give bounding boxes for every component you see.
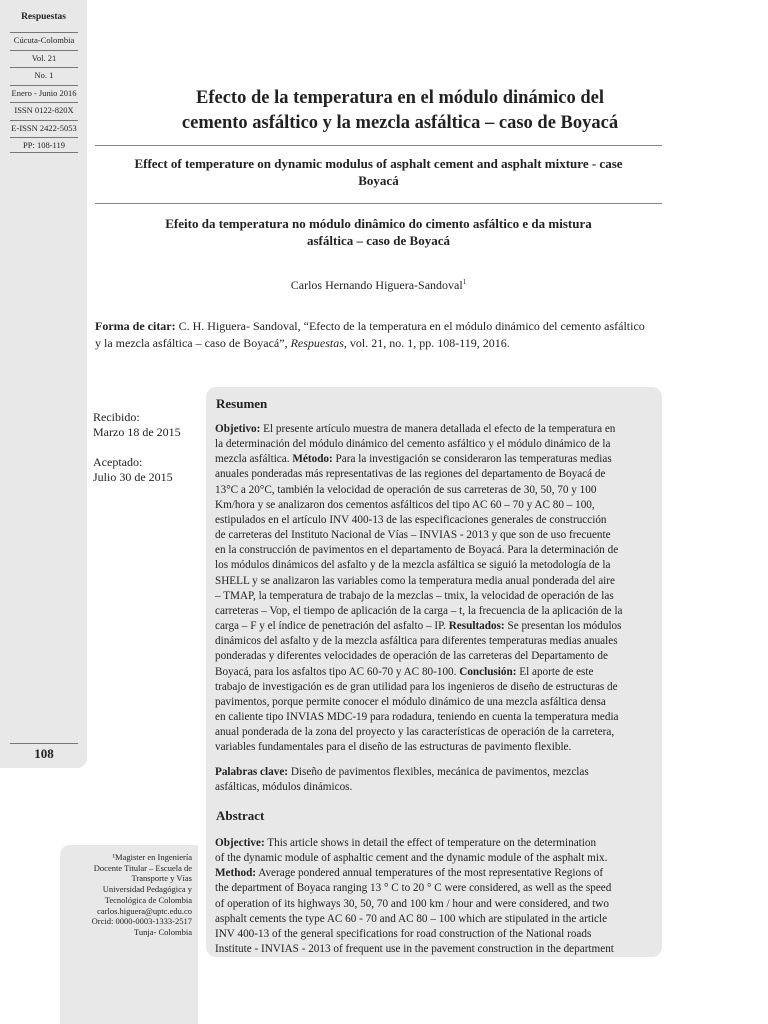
abstract-text — [215, 836, 657, 957]
citation-line: C. H. Higuera- Sandoval, “Efecto de la temperatura en el módulo dinámico del cemento asfáltico — [175, 319, 645, 333]
title-english-line: Boyacá — [358, 173, 399, 188]
text-line: carreteras – Vop, el tiempo de aplicación de la carga – t, la frecuencia de la aplicación de la — [215, 604, 623, 617]
sidebar-pages: PP: 108-119 — [10, 137, 78, 153]
sidebar-period: Enero - Junio 2016 — [10, 85, 78, 98]
text-line: de carreteras del Instituto Nacional de Vías – INVIAS - 2013 y que son de uso frecuente — [215, 529, 611, 542]
text-line: estipulados en el artículo INV 400-13 de las especificaciones generales de construcción — [215, 513, 607, 526]
divider — [95, 145, 662, 146]
received-date: Marzo 18 de 2015 — [93, 425, 181, 439]
title-portuguese-line: asfáltica – caso de Boyacá — [307, 233, 450, 248]
accepted-label: Aceptado: — [93, 455, 143, 469]
divider — [95, 203, 662, 204]
text-line: Objetivo: El presente artículo muestra de manera detallada el efecto de la temperatura en — [215, 423, 616, 435]
author-name: Carlos Hernando Higuera-Sandoval — [290, 278, 463, 292]
text-line: anuales ponderadas más representativas de las regiones del departamento de Boyacá de — [215, 468, 606, 481]
text-line: of the dynamic module of asphaltic cement and the dynamic module of the asphalt mix. — [215, 852, 608, 865]
text-line: asfálticas, módulos dinámicos. — [215, 781, 353, 794]
text-line: pavimentos, porque permite conocer el módulo dinámico de una mezcla asfáltica densa — [215, 695, 606, 708]
text-line: Tunja- Colombia — [133, 926, 192, 937]
abstract-heading: Abstract — [216, 808, 265, 823]
title-portuguese — [95, 215, 662, 249]
citation-journal: Respuestas — [290, 335, 344, 350]
text-line: the department of Boyaca ranging 13 ° C to 20 ° C were considered, as well as the speed — [215, 882, 612, 895]
citation-line: y la mezcla asfáltica – caso de Boyacá”, — [95, 335, 291, 350]
sidebar-location: Cúcuta-Colombia — [10, 32, 78, 45]
text-line: Orcid: 0000-0003-1333-2517 — [91, 916, 192, 927]
text-line: Institute - INVIAS - 2013 of frequent use in the pavement construction in the department — [215, 943, 614, 956]
footnote-text — [64, 852, 192, 938]
text-line: SHELL y se analizaron las variables como la temperatura media anual ponderada del aire — [215, 574, 615, 587]
sidebar-issn: ISSN 0122-820X — [10, 102, 78, 115]
text-line: INV 400-13 of the general specifications for road construction of the National roads — [215, 927, 592, 940]
accepted-date: Julio 30 de 2015 — [93, 470, 173, 484]
text-line: Objective: This article shows in detail the effect of temperature on the determination — [215, 837, 597, 849]
received-label: Recibido: — [93, 410, 140, 424]
text-line: carga – F y el índice de penetración del asfalto – IP. Resultados: Se presentan los módulos — [215, 620, 622, 633]
author-footnote-mark: 1 — [462, 278, 467, 286]
page-number: 108 — [10, 743, 78, 762]
resumen-heading: Resumen — [216, 396, 268, 411]
citation — [95, 318, 665, 351]
text-line: Palabras clave: Diseño de pavimentos flexibles, mecánica de pavimentos, mezclas — [215, 766, 589, 778]
text-line: Universidad Pedagógica y — [102, 884, 192, 895]
text-line: Transporte y Vías — [131, 873, 192, 884]
text-line: Docente Titular – Escuela de — [93, 862, 192, 873]
resumen-text — [215, 422, 657, 755]
sidebar-volume: Vol. 21 — [10, 50, 78, 63]
sidebar-eissn: E-ISSN 2422-5053 — [10, 120, 78, 133]
text-line: en la construcción de pavimentos en el departamento de Boyacá. Para la determinación de — [215, 544, 619, 557]
text-line: carlos.higuera@uptc.edu.co — [97, 905, 192, 916]
text-line: Boyacá, para los asfaltos tipo AC 60-70 y AC 80-100. Conclusión: El aporte de este — [215, 665, 594, 678]
text-line: ¹Magister en Ingeniería — [112, 852, 192, 862]
title-spanish-line: cemento asfáltico y la mezcla asfáltica – caso de Boyacá — [181, 113, 619, 133]
author-footnote — [60, 845, 198, 1024]
text-line: la determinación del módulo dinámico del cemento asfáltico y el módulo dinámico de la — [215, 438, 611, 451]
keywords-text — [215, 765, 657, 795]
title-english — [95, 155, 662, 189]
text-line: variables fundamentales para el diseño de las estructuras de pavimento flexible. — [215, 741, 572, 754]
text-line: en caliente tipo INVIAS MDC-19 para rodadura, teniendo en cuenta la temperatura media — [215, 710, 619, 723]
citation-label: Forma de citar: — [95, 319, 176, 333]
journal-sidebar — [0, 0, 87, 768]
text-line: Method: Average pondered annual temperatures of the most representative Regions of — [215, 867, 604, 880]
title-english-line: Effect of temperature on dynamic modulus of asphalt cement and asphalt mixture - case — [134, 156, 623, 171]
journal-name: Respuestas — [21, 12, 66, 22]
text-line: Tecnológica de Colombia — [104, 894, 192, 905]
dates — [93, 410, 181, 485]
author — [95, 278, 662, 293]
text-line: los módulos dinámicos del asfalto y de la mezcla asfáltica se siguió la metodología de la — [215, 559, 611, 572]
sidebar-number: No. 1 — [10, 67, 78, 80]
text-line: Km/hora y se analizaron dos cementos asfálticos del tipo AC 60 – 70 y AC 80 – 100, — [215, 498, 595, 511]
text-line: anual ponderada de la zona del proyecto y las características de operación de la carretera, — [215, 726, 615, 739]
title-spanish-line: Efecto de la temperatura en el módulo dinámico del — [196, 88, 604, 108]
text-line: asphalt cements the type AC 60 - 70 and AC 80 – 100 which are stipulated in the article — [215, 912, 608, 925]
title-spanish — [100, 86, 700, 136]
citation-line: , vol. 21, no. 1, pp. 108-119, 2016. — [343, 335, 510, 350]
text-line: mezcla asfáltica. Método: Para la investigación se consideraron las temperaturas medias — [215, 453, 612, 466]
text-line: ponderadas y diferentes velocidades de operación de las carreteras del Departamento de — [215, 650, 608, 663]
text-line: trabajo de investigación es de gran utilidad para los ingenieros de diseño de estructuras de — [215, 680, 618, 693]
title-portuguese-line: Efeito da temperatura no módulo dinâmico do cimento asfáltico e da mistura — [165, 216, 592, 231]
text-line: 13°C a 20°C, también la velocidad de operación de sus carreteras de 30, 50, 70 y 100 — [215, 483, 597, 496]
text-line: of operation of its highways 30, 50, 70 and 100 km / hour and were considered, and two — [215, 897, 609, 910]
text-line: – TMAP, la temperatura de trabajo de la mezclas – tmix, la velocidad de operación de las — [215, 589, 614, 602]
text-line: dinámicos del asfalto y de la mezcla asfáltica para diferentes temperaturas medias anuales — [215, 635, 618, 648]
